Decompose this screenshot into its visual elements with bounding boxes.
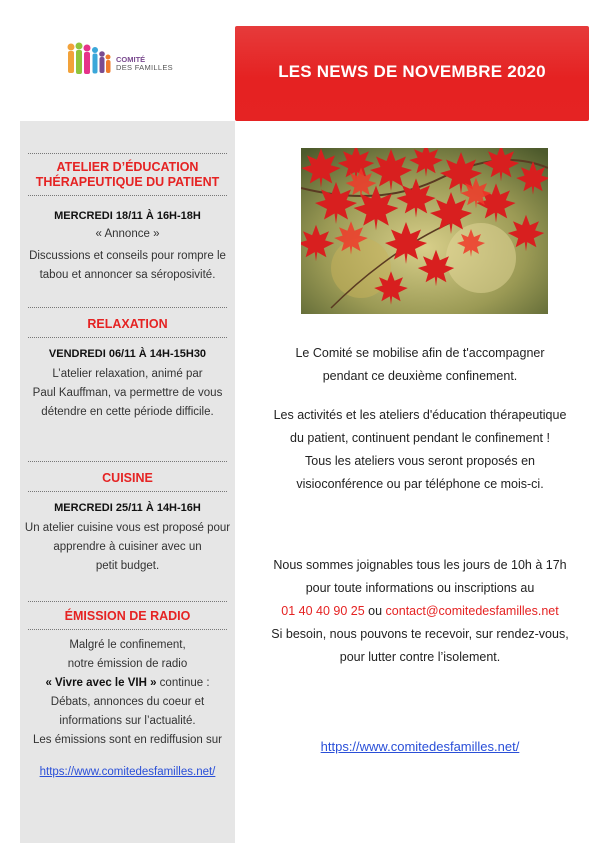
relaxation-body-line3: détendre en cette période difficile. [41, 406, 214, 418]
contact-email[interactable]: contact@comitedesfamilles.net [385, 604, 559, 618]
radio-body-line3 [20, 674, 235, 693]
section-radio [20, 601, 235, 780]
cuisine-body-line1: Un atelier cuisine vous est proposé pour [24, 522, 231, 534]
section-relaxation [20, 307, 235, 422]
cuisine-body-line2: apprendre à cuisiner avec un [53, 541, 202, 553]
main-paragraph-3 [250, 554, 590, 669]
cuisine-title: CUISINE [102, 471, 153, 485]
banner-title: LES NEWS DE NOVEMBRE 2020 [278, 62, 546, 81]
phone-number[interactable]: 01 40 40 90 25 [281, 604, 365, 618]
main-link-block [250, 735, 590, 759]
atelier-body-line2: tabou et annoncer sa séroposivité. [39, 269, 216, 281]
family-figures-icon [66, 42, 114, 76]
dotted-divider [28, 601, 227, 602]
dotted-divider [28, 461, 227, 462]
dotted-divider [28, 337, 227, 338]
radio-body-line3-rest: continue : [156, 677, 210, 689]
radio-body-line6: Les émissions sont en rediffusion sur [33, 734, 222, 746]
relaxation-title: RELAXATION [87, 317, 168, 331]
main-p2-line4: visioconférence ou par téléphone ce mois-ci. [296, 477, 544, 491]
main-paragraph-2 [250, 404, 590, 496]
dotted-divider [28, 307, 227, 308]
main-paragraph-1 [250, 342, 590, 388]
contact-or: ou [364, 604, 386, 618]
main-p2-line2: du patient, continuent pendant le confinement ! [290, 431, 550, 445]
atelier-title-line2: THÉRAPEUTIQUE DU PATIENT [35, 175, 220, 189]
main-p2-line3: Tous les ateliers vous seront proposés en [305, 454, 535, 468]
radio-body-line1: Malgré le confinement, [69, 639, 186, 651]
comite-logo [66, 42, 186, 78]
cuisine-date: MERCREDI 25/11 À 14H-16H [54, 502, 201, 514]
dotted-divider [28, 195, 227, 196]
section-atelier [20, 153, 235, 285]
atelier-subtitle: « Annonce » [95, 228, 160, 240]
main-p4-line2: pour lutter contre l’isolement. [339, 650, 501, 664]
relaxation-body-line1: L’atelier relaxation, animé par [52, 368, 203, 380]
dotted-divider [28, 153, 227, 154]
radio-body-line5: informations sur l’actualité. [59, 715, 196, 727]
header-banner [235, 26, 589, 121]
cuisine-body-line3: petit budget. [95, 560, 160, 572]
main-contact-line [250, 600, 590, 623]
main-p1-line2: pendant ce deuxième confinement. [322, 369, 518, 383]
radio-body-line2: notre émission de radio [67, 658, 188, 670]
red-leaves-photo [301, 148, 548, 314]
logo-text [116, 56, 173, 72]
atelier-date: MERCREDI 18/11 À 16H-18H [54, 210, 201, 222]
main-p3-line1: Nous sommes joignables tous les jours de 10h à 17h [273, 558, 567, 572]
relaxation-body-line2: Paul Kauffman, va permettre de vous [32, 387, 223, 399]
dotted-divider [28, 629, 227, 630]
section-cuisine [20, 461, 235, 576]
logo-line1: COMITÉ [116, 55, 146, 64]
relaxation-date: VENDREDI 06/11 À 14H-15H30 [48, 348, 207, 360]
radio-title: ÉMISSION DE RADIO [64, 609, 191, 623]
dotted-divider [28, 491, 227, 492]
atelier-body-line1: Discussions et conseils pour rompre le [29, 250, 226, 262]
main-p2-line1: Les activités et les ateliers d'éducation thérapeutique [273, 408, 567, 422]
main-p3-line2: pour toute informations ou inscriptions au [305, 581, 535, 595]
radio-website-link[interactable]: https://www.comitedesfamilles.net/ [39, 766, 216, 778]
sidebar [20, 121, 235, 843]
radio-show-name: « Vivre avec le VIH » [45, 677, 157, 689]
main-p4-line1: Si besoin, nous pouvons te recevoir, sur rendez-vous, [271, 627, 569, 641]
main-website-link[interactable]: https://www.comitedesfamilles.net/ [320, 739, 520, 754]
radio-body-line4: Débats, annonces du coeur et [50, 696, 205, 708]
atelier-title-line1: ATELIER D’ÉDUCATION [56, 160, 199, 174]
main-p1-line1: Le Comité se mobilise afin de t'accompagner [295, 346, 545, 360]
maple-leaves-image [301, 148, 548, 314]
logo-line2: DES FAMILLES [116, 63, 173, 72]
